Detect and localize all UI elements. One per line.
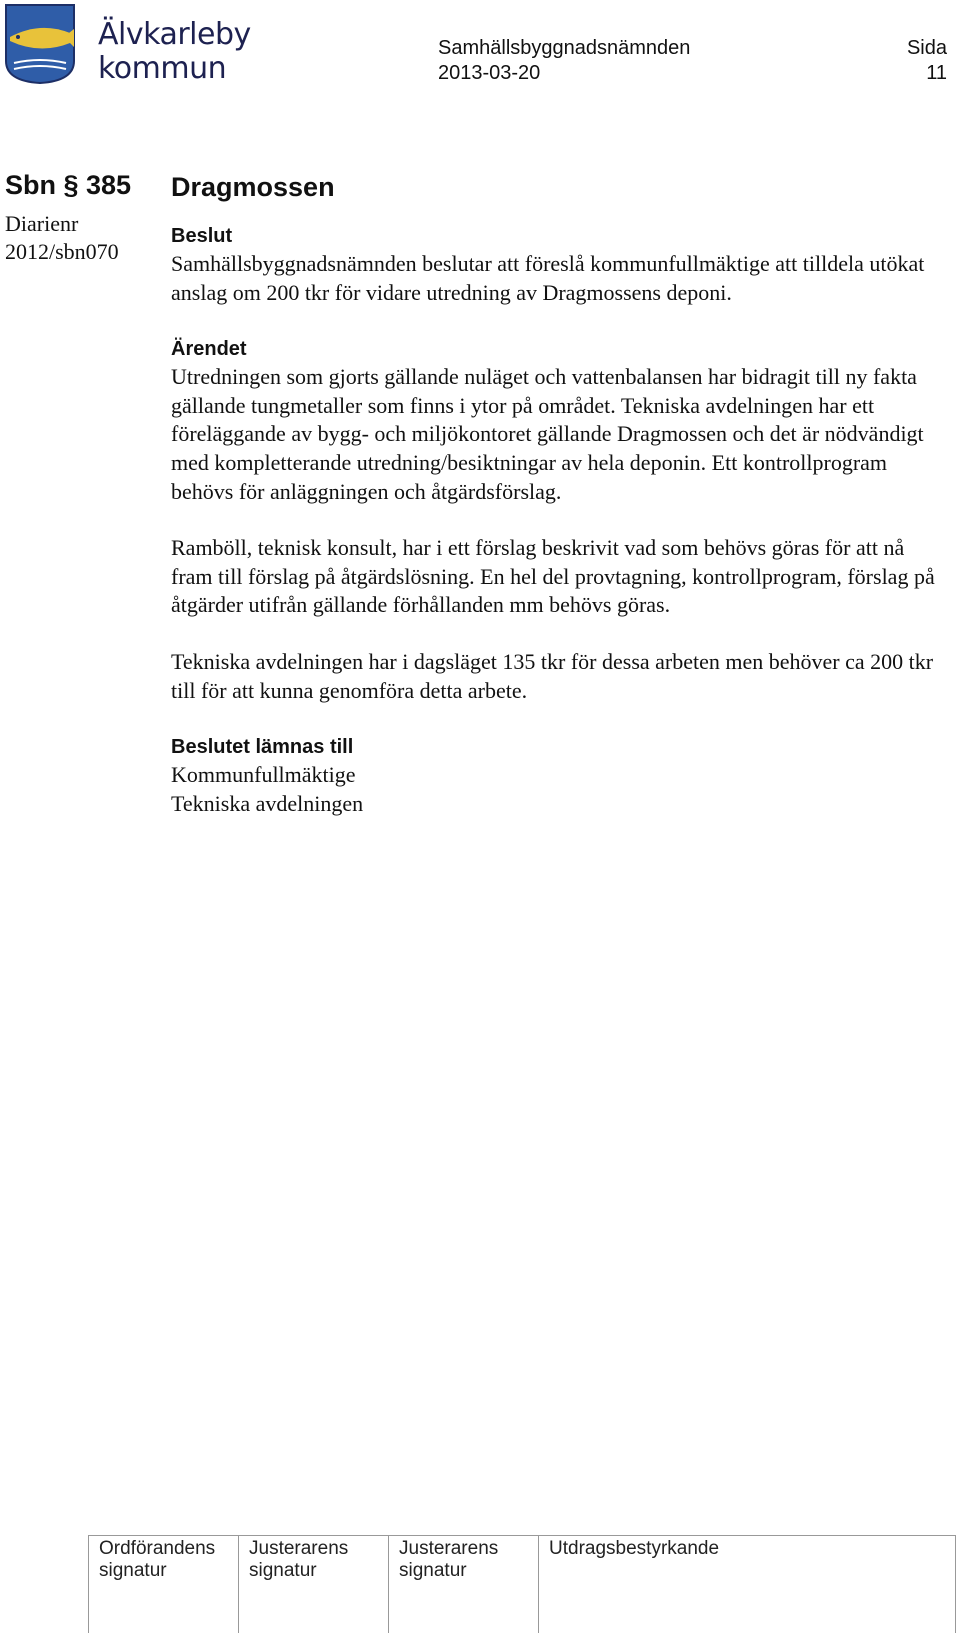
signature-adjuster-2-sublabel: signatur — [399, 1560, 467, 1581]
matter-paragraph-1: Utredningen som gjorts gällande nuläget och vattenbalansen har bidragit till ny fakta gällande tungmetaller som finns i ytor på området. Tekniska avdelningen har ett föreläggande av bygg- och miljökontoret gällande Dragmossen och det är nödvändigt med kompletterande utredning/besiktningar av hela deponin. Ett kontrollprogram behövs för anläggningen och åtgärdsförslag. — [171, 364, 924, 504]
extract-certification — [538, 1536, 956, 1633]
brand-line-1: Älvkarleby — [98, 17, 251, 52]
header-page-label: Sida — [906, 37, 947, 59]
recipient-item: Tekniska avdelningen — [171, 790, 364, 816]
signature-adjuster-2 — [388, 1536, 538, 1633]
header-date: 2013-03-20 — [438, 62, 541, 84]
diarie-label: Diarienr — [5, 211, 79, 236]
header-page-number: 11 — [926, 62, 947, 84]
decision-text: Samhällsbyggnadsnämnden beslutar att föreslå kommunfullmäktige att tilldela utökat anslag om 200 tkr för vidare utredning av Dragmossens deponi. — [171, 251, 925, 305]
paragraph-number: Sbn § 385 — [5, 170, 132, 200]
signature-adjuster-1-label: Justerarens — [249, 1538, 349, 1559]
recipients-heading: Beslutet lämnas till — [171, 736, 354, 759]
matter-paragraph-2: Ramböll, teknisk konsult, har i ett förslag beskrivit vad som behövs göras för att nå fram till förslag på åtgärdslösning. En hel del provtagning, kontrollprogram, förslag på åtgärder utifrån gällande förhållanden mm behövs göras. — [171, 535, 935, 618]
municipality-logo — [4, 3, 76, 85]
signature-chairman-label: Ordförandens — [99, 1538, 216, 1559]
signature-chairman — [88, 1536, 238, 1633]
decision-heading: Beslut — [171, 225, 233, 247]
signature-chairman-sublabel: signatur — [99, 1560, 167, 1581]
extract-certification-label: Utdragsbestyrkande — [549, 1538, 720, 1559]
matter-heading: Ärendet — [171, 338, 247, 361]
matter-paragraph-3: Tekniska avdelningen har i dagsläget 135 tkr för dessa arbeten men behöver ca 200 tkr till för att kunna genomföra detta arbete. — [171, 648, 934, 703]
brand-line-2: kommun — [98, 51, 227, 86]
diarie-number: 2012/sbn070 — [5, 239, 119, 264]
header-committee: Samhällsbyggnadsnämnden — [438, 37, 691, 59]
brand-name — [98, 18, 251, 86]
signature-table — [88, 1535, 956, 1633]
signature-adjuster-2-label: Justerarens — [399, 1538, 499, 1559]
main-content — [171, 170, 951, 818]
signature-adjuster-1 — [238, 1536, 388, 1633]
page-title: Dragmossen — [171, 172, 335, 202]
signature-adjuster-1-sublabel: signatur — [249, 1560, 317, 1581]
recipient-item: Kommunfullmäktige — [171, 762, 356, 788]
